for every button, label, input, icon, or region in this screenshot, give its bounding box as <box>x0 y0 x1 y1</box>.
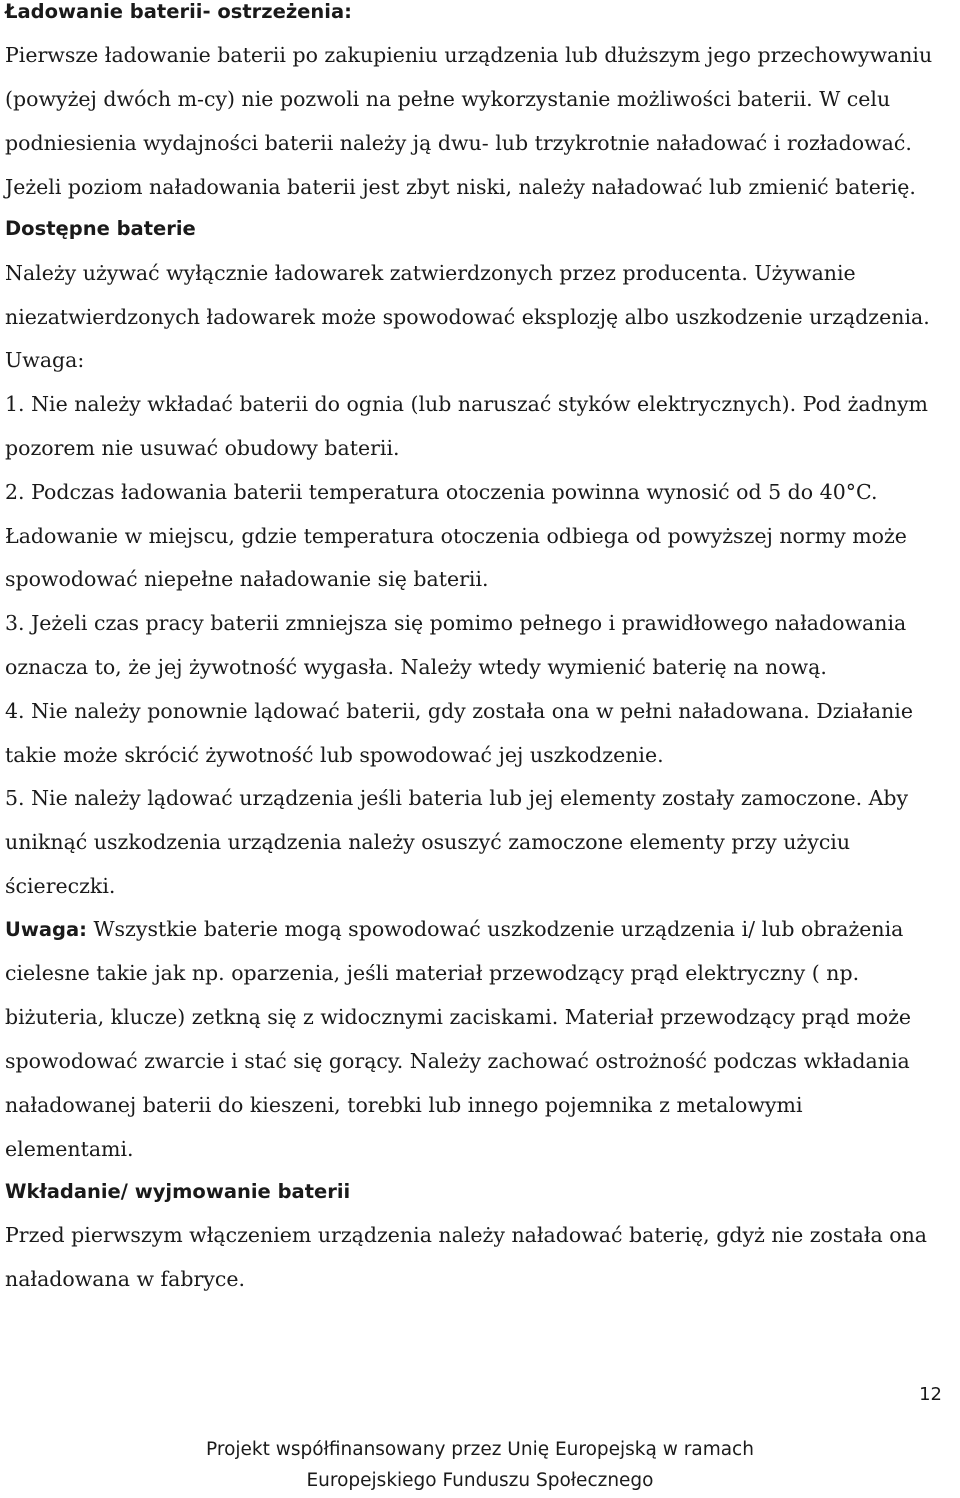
list-item-line: takie może skrócić żywotność lub spowodować jej uszkodzenie. <box>5 743 664 767</box>
footer-line: Projekt współfinansowany przez Unię Europejską w ramach <box>206 1439 754 1460</box>
warning-line: cielesne takie jak np. oparzenia, jeśli materiał przewodzący prąd elektryczny ( np. <box>5 961 860 985</box>
paragraph-line: niezatwierdzonych ładowarek może spowodować eksplozję albo uszkodzenie urządzenia. <box>5 305 930 329</box>
list-item-line: pozorem nie usuwać obudowy baterii. <box>5 436 400 460</box>
paragraph-line: Jeżeli poziom naładowania baterii jest zbyt niski, należy naładować lub zmienić baterię. <box>5 175 916 199</box>
note-label: Uwaga: <box>5 348 85 372</box>
warning-line: spowodować zwarcie i stać się gorący. Należy zachować ostrożność podczas wkładania <box>5 1049 910 1073</box>
paragraph-line: Należy używać wyłącznie ładowarek zatwierdzonych przez producenta. Używanie <box>5 261 856 285</box>
warning-text: Wszystkie baterie mogą spowodować uszkodzenie urządzenia i/ lub obrażenia <box>93 917 904 941</box>
list-item-line: 4. Nie należy ponownie lądować baterii, gdy została ona w pełni naładowana. Działanie <box>5 699 913 723</box>
warning-line <box>5 914 903 945</box>
warning-line: biżuteria, klucze) zetkną się z widocznymi zaciskami. Materiał przewodzący prąd może <box>5 1005 912 1029</box>
list-item-line: 5. Nie należy lądować urządzenia jeśli bateria lub jej elementy zostały zamoczone. Aby <box>5 786 909 810</box>
page-number: 12 <box>919 1384 942 1405</box>
list-item-line: oznacza to, że jej żywotność wygasła. Należy wtedy wymienić baterię na nową. <box>5 655 827 679</box>
warning-line: elementami. <box>5 1137 134 1161</box>
paragraph-line: Przed pierwszym włączeniem urządzenia należy naładować baterię, gdyż nie została ona <box>5 1223 928 1247</box>
warning-line: naładowanej baterii do kieszeni, torebki lub innego pojemnika z metalowymi <box>5 1093 803 1117</box>
list-item-line: spowodować niepełne naładowanie się baterii. <box>5 567 489 591</box>
section-heading-insert-remove-battery: Wkładanie/ wyjmowanie baterii <box>5 1180 351 1203</box>
list-item-line: 3. Jeżeli czas pracy baterii zmniejsza się pomimo pełnego i prawidłowego naładowania <box>5 611 907 635</box>
section-heading-available-batteries: Dostępne baterie <box>5 217 196 240</box>
section-heading-charging-warnings: Ładowanie baterii- ostrzeżenia: <box>5 0 352 23</box>
list-item-line: uniknąć uszkodzenia urządzenia należy osuszyć zamoczone elementy przy użyciu <box>5 830 851 854</box>
list-item-line: Ładowanie w miejscu, gdzie temperatura otoczenia odbiega od powyższej normy może <box>5 524 907 548</box>
list-item-line: ściereczki. <box>5 874 116 898</box>
footer-line: Europejskiego Funduszu Społecznego <box>306 1470 654 1491</box>
list-item-line: 2. Podczas ładowania baterii temperatura otoczenia powinna wynosić od 5 do 40°C. <box>5 480 878 504</box>
paragraph-line: Pierwsze ładowanie baterii po zakupieniu urządzenia lub dłuższym jego przechowywaniu <box>5 43 933 67</box>
warning-label: Uwaga: <box>5 918 87 941</box>
list-item-line: 1. Nie należy wkładać baterii do ognia (lub naruszać styków elektrycznych). Pod żadnym <box>5 392 928 416</box>
paragraph-line: podniesienia wydajności baterii należy ją dwu- lub trzykrotnie naładować i rozładować. <box>5 131 912 155</box>
paragraph-line: naładowana w fabryce. <box>5 1267 245 1291</box>
paragraph-line: (powyżej dwóch m-cy) nie pozwoli na pełne wykorzystanie możliwości baterii. W celu <box>5 87 891 111</box>
